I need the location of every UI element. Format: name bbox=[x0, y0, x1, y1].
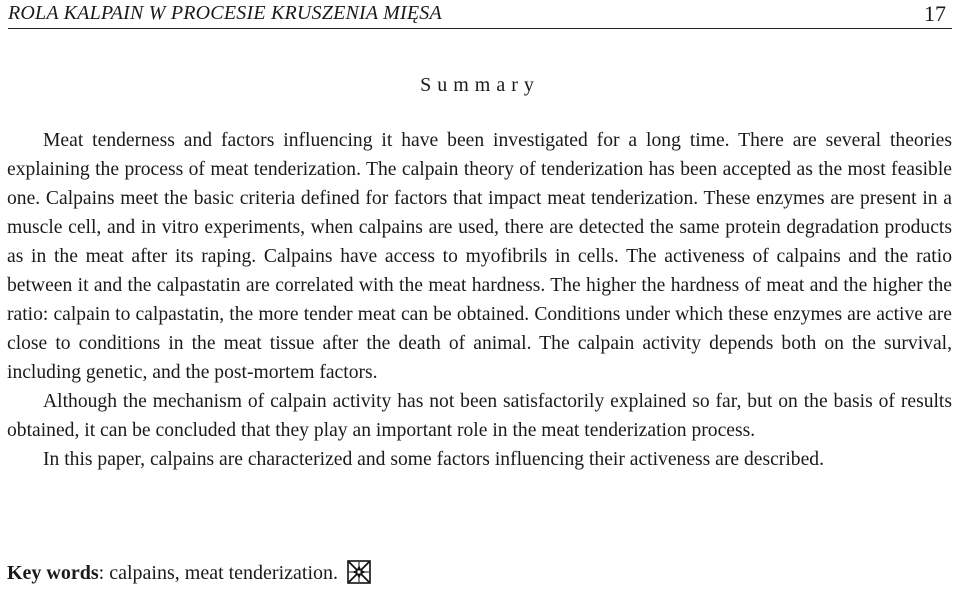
summary-paragraph: Meat tenderness and factors influencing it have been investigated for a long time. There are several theories explaining the process of meat tenderization. The calpain theory of tenderization has been accepted as the most feasible one. Calpains meet the basic criteria defined for factors that impact meat tenderization. These enzymes are present in a muscle cell, and in vitro experiments, when calpains are used, there are detected the same protein degradation products as in the meat after its raping. Calpains have access to myofibrils in cells. The activeness of calpains and the ratio between it and the calpastatin are correlated with the meat hardness. The higher the hardness of meat and the higher the ratio: calpain to calpastatin, the more tender meat can be obtained. Conditions under which these enzymes are active are close to conditions in the meat tissue after the death of animal. The calpain activity depends both on the survival, including genetic, and the post-mortem factors. bbox=[7, 130, 952, 383]
summary-heading: Summary bbox=[420, 74, 540, 96]
keywords-line bbox=[7, 560, 371, 590]
keywords-text: : calpains, meat tenderization. bbox=[98, 562, 339, 584]
ornament-icon bbox=[347, 560, 371, 590]
keywords-label: Key words bbox=[7, 562, 99, 584]
summary-paragraph: In this paper, calpains are characterized and some factors influencing their activeness are described. bbox=[43, 449, 824, 470]
summary-paragraph: Although the mechanism of calpain activity has not been satisfactorily explained so far, but on the basis of results obtained, it can be concluded that they play an important role in the meat tenderization process. bbox=[7, 391, 952, 441]
summary-body bbox=[7, 126, 952, 474]
running-title: ROLA KALPAIN W PROCESIE KRUSZENIA MIĘSA bbox=[8, 2, 442, 24]
page-number: 17 bbox=[924, 1, 946, 26]
running-header bbox=[8, 0, 952, 29]
